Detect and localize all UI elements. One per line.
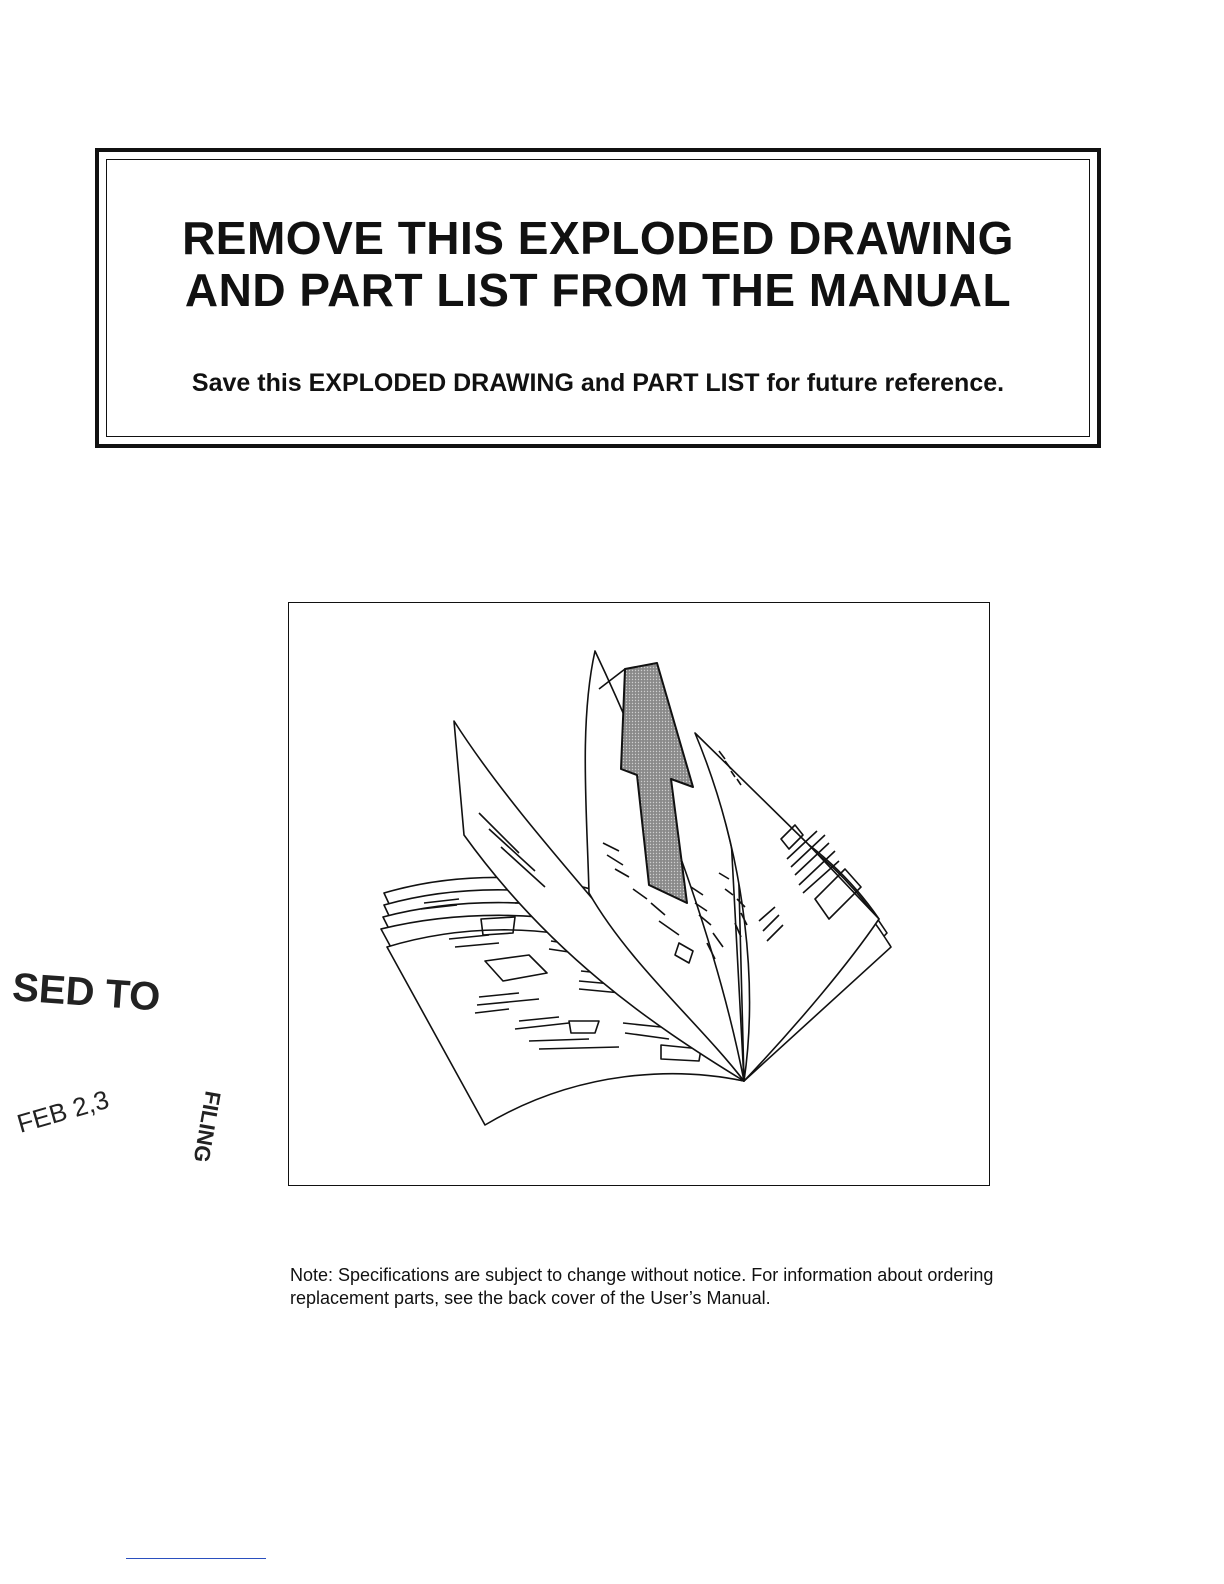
instruction-banner	[95, 148, 1101, 448]
received-date-stamp	[0, 955, 240, 1225]
specifications-note: Note: Specifications are subject to change without notice. For information about ordering replacement parts, see the back cover of the User’s Manual.	[290, 1265, 994, 1308]
banner-title-line-1: REMOVE THIS EXPLODED DRAWING	[182, 212, 1014, 264]
banner-inner-border	[106, 159, 1090, 437]
stamp-date-text: FEB 2,3	[13, 1084, 113, 1139]
banner-title-line-2: AND PART LIST FROM THE MANUAL	[184, 264, 1012, 316]
open-manual-with-arrow-icon	[289, 603, 989, 1185]
footer-rule	[126, 1558, 266, 1559]
stamp-top-text: SED TO	[10, 965, 162, 1020]
manual-illustration	[288, 602, 990, 1186]
banner-subtitle: Save this EXPLODED DRAWING and PART LIST for future reference.	[191, 369, 1005, 397]
banner-title	[107, 212, 1089, 316]
stamp-side-text: FILING	[188, 1089, 226, 1165]
